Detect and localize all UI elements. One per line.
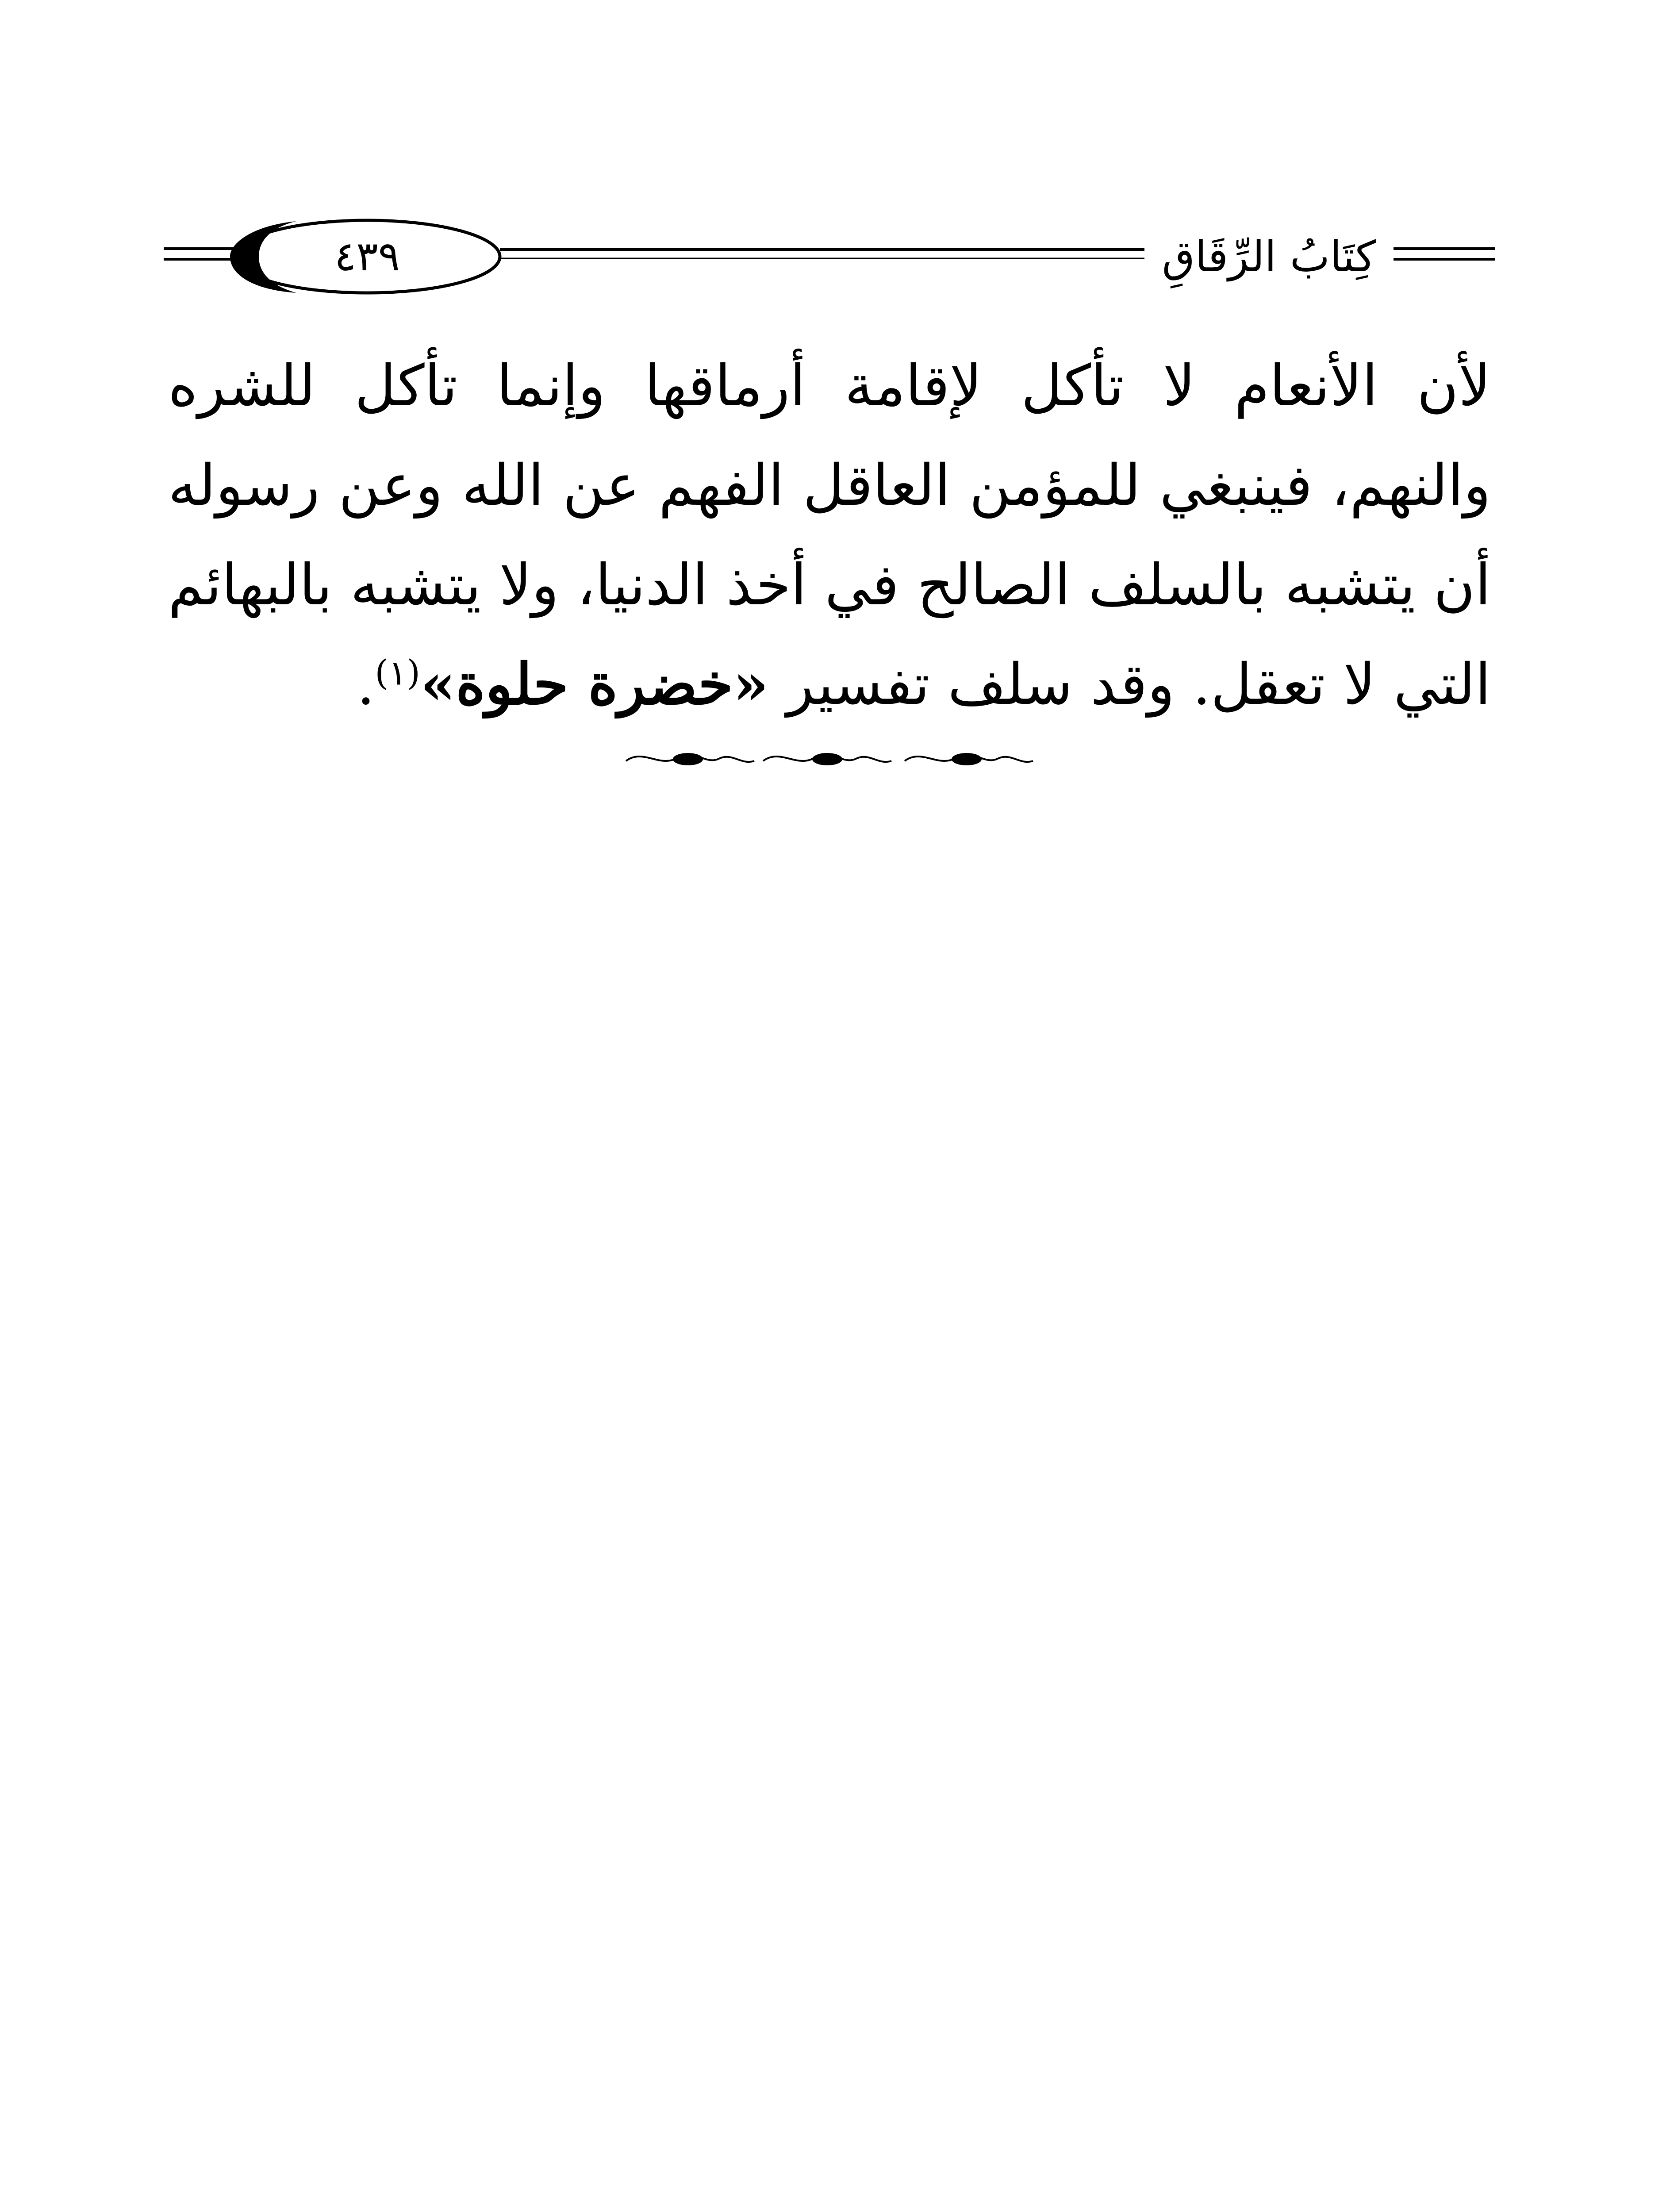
section-divider-ornament bbox=[617, 743, 1042, 774]
page-header bbox=[164, 208, 1495, 305]
quoted-phrase: «خضرة حلوة» bbox=[420, 651, 769, 718]
page-number: ٤٣٩ bbox=[334, 233, 400, 280]
closing-punctuation: . bbox=[357, 652, 375, 718]
main-paragraph bbox=[168, 336, 1491, 734]
paragraph-text: لأن الأنعام لا تأكل لإقامة أرماقها وإنما تأكل للشره والنهم، فينبغي للمؤمن العاقل الفهم عن الله وعن رسوله أن يتشبه بالسلف الصالح في أخذ الدنيا، ولا يتشبه بالبهائم التي لا تعقل. وقد سلف تفسير bbox=[168, 353, 1491, 718]
footnote-reference: (١) bbox=[375, 653, 421, 693]
running-title: كِتَابُ الرِّقَاقِ bbox=[1144, 226, 1394, 288]
